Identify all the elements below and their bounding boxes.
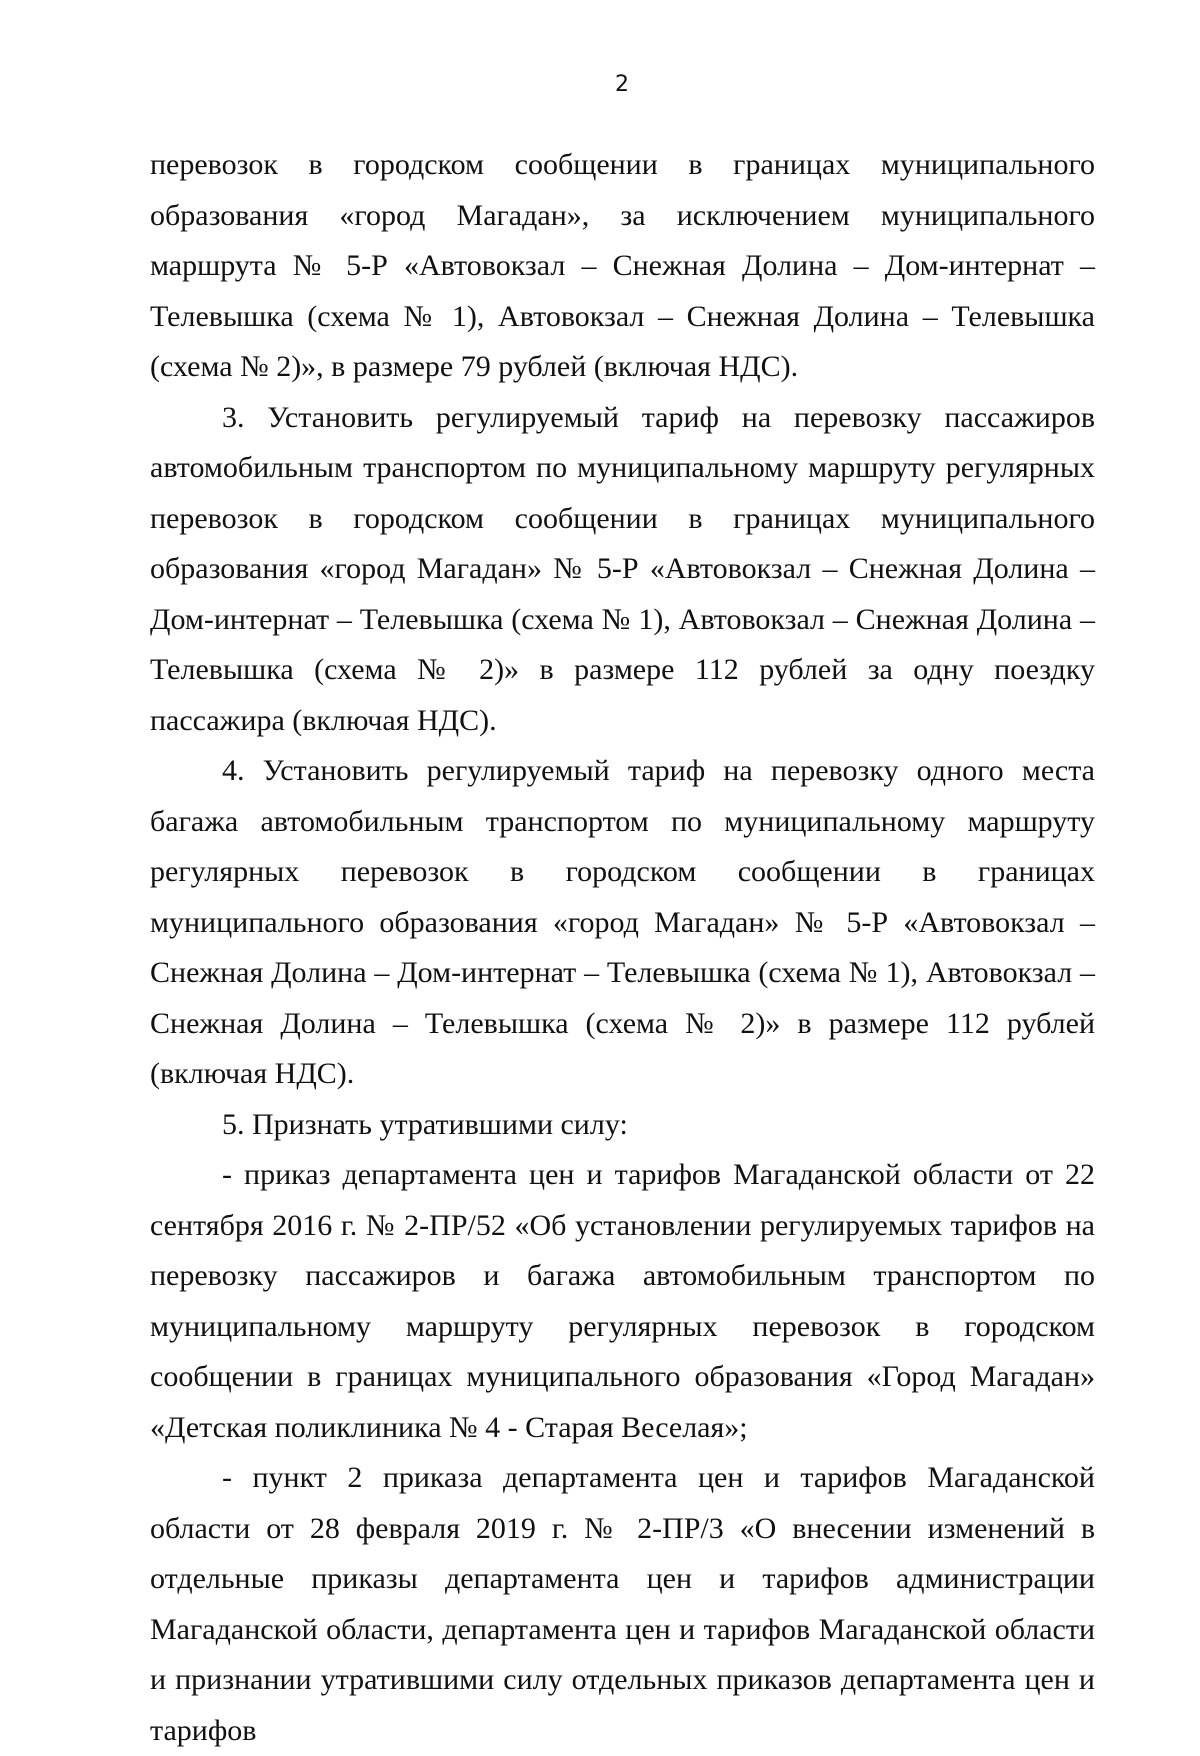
paragraph-item-4: 4. Установить регулируемый тариф на перевозку одного места багажа автомобильным транспортом по муниципальному маршруту регулярных перевозок в городском сообщении в границах муниципального образования «город Магадан» № 5-Р «Автовокзал – Снежная Долина – Дом-интернат – Телевышка (схема № 1), Автовокзал – Снежная Долина – Телевышка (схема № 2)» в размере 112 рублей (включая НДС).: [150, 754, 1095, 1090]
paragraph-item-3: 3. Установить регулируемый тариф на перевозку пассажиров автомобильным транспортом по муниципальному маршруту регулярных перевозок в городском сообщении в границах муниципального образования «город Магадан» № 5-Р «Автовокзал – Снежная Долина – Дом-интернат – Телевышка (схема № 1), Автовокзал – Снежная Долина – Телевышка (схема № 2)» в размере 112 рублей за одну поездку пассажира (включая НДС).: [150, 400, 1095, 737]
paragraph-repealed-order-1: - приказ департамента цен и тарифов Магаданской области от 22 сентября 2016 г. № 2-ПР/52 «Об установлении регулируемых тарифов на перевозку пассажиров и багажа автомобильным транспортом по муниципальному маршруту регулярных перевозок в городском сообщении в границах муниципального образования «Город Магадан» «Детская поликлиника № 4 - Старая Веселая»;: [150, 1158, 1095, 1444]
page-number: 2: [615, 72, 629, 97]
paragraph-repealed-order-2: - пункт 2 приказа департамента цен и тарифов Магаданской области от 28 февраля 2019 г. № 2-ПР/3 «О внесении изменений в отдельные приказы департамента цен и тарифов администрации Магаданской области, департамента цен и тарифов Магаданской области и признании утратившими силу отдельных приказов департамента цен и тарифов: [150, 1461, 1095, 1747]
paragraph-item-5: 5. Признать утратившими силу:: [222, 1107, 628, 1141]
paragraph-continuation: перевозок в городском сообщении в границах муниципального образования «город Магадан», за исключением муниципального маршрута № 5-Р «Автовокзал – Снежная Долина – Дом-интернат – Телевышка (схема № 1), Автовокзал – Снежная Долина – Телевышка (схема № 2)», в размере 79 рублей (включая НДС).: [150, 148, 1095, 383]
document-body: [150, 140, 1095, 1756]
